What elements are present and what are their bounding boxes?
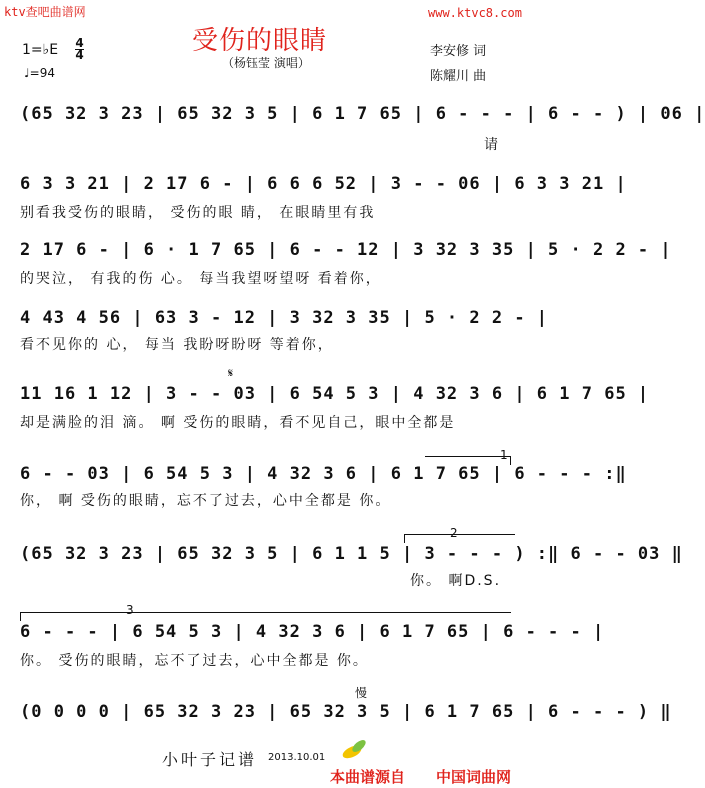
notation-row-1: (65 32 3 23 | 65 32 3 5 | 6 1 7 65 | 6 - - - | 6 - - ) | 06 |: [20, 104, 705, 124]
key-signature: 1=♭E: [22, 42, 59, 58]
leaf-logo-icon: [340, 736, 370, 762]
site-watermark-top: ktv查吧曲谱网: [4, 5, 86, 19]
slow-mark: 慢: [355, 686, 368, 700]
lyric-row-8: 你。 受伤的眼睛，忘不了过去，心中全都是 你。: [20, 653, 369, 669]
composer-credit: 陈耀川 曲: [430, 69, 487, 84]
segno-mark: 𝄋: [228, 366, 234, 380]
lyric-row-5: 却是满脸的泪 滴。 啊 受伤的眼睛，看不见自己，眼中全都是: [20, 415, 456, 431]
volta-number-1: 1: [500, 448, 508, 462]
lyric-row-3: 的哭泣， 有我的伤 心。 每当我望呀望呀 看着你，: [20, 271, 382, 287]
notation-row-2: 6 3 3 21 | 2 17 6 - | 6 6 6 52 | 3 - - 06 | 6 3 3 21 |: [20, 174, 627, 194]
time-signature: [75, 38, 84, 61]
notation-row-8: 6 - - - | 6 54 5 3 | 4 32 3 6 | 6 1 7 65 | 6 - - - |: [20, 622, 605, 642]
time-signature-bottom: 4: [75, 48, 84, 62]
site-watermark-right: www.ktvc8.com: [428, 6, 522, 20]
tempo-mark: ♩=94: [24, 66, 55, 80]
notation-row-3: 2 17 6 - | 6 · 1 7 65 | 6 - - 12 | 3 32 3 35 | 5 · 2 2 - |: [20, 240, 672, 260]
lyric-row-2: 别看我受伤的眼睛， 受伤的眼 睛， 在眼睛里有我: [20, 205, 376, 221]
volta-bracket-3: [20, 612, 511, 621]
transcriber-signature: 小叶子记谱: [162, 750, 258, 769]
lyric-row-7: 你。 啊D.S.: [410, 573, 502, 589]
lyricist-credit: 李安修 词: [430, 44, 487, 59]
notation-row-6: 6 - - 03 | 6 54 5 3 | 4 32 3 6 | 6 1 7 65 | 6 - - - :‖: [20, 464, 627, 484]
source-site[interactable]: 中国词曲网: [436, 768, 512, 786]
song-title: 受伤的眼睛: [192, 26, 328, 56]
lyric-row-6: 你， 啊 受伤的眼睛，忘不了过去，心中全都是 你。: [20, 493, 392, 509]
volta-number-3: 3: [126, 603, 134, 617]
lyric-row-4: 看不见你的 心， 每当 我盼呀盼呀 等着你，: [20, 337, 334, 353]
notation-row-7: (65 32 3 23 | 65 32 3 5 | 6 1 1 5 | 3 - - - ) :‖ 6 - - 03 ‖: [20, 544, 683, 564]
time-signature-top: 4: [75, 36, 84, 50]
singer-credit: （杨钰莹 演唱）: [222, 56, 310, 70]
volta-number-2: 2: [450, 526, 458, 540]
volta-bracket-2: [404, 534, 515, 543]
lyric-row-1: 请: [484, 137, 500, 153]
notation-row-9: (0 0 0 0 | 65 32 3 23 | 65 32 3 5 | 6 1 7 65 | 6 - - - ) ‖: [20, 702, 672, 722]
source-label: 本曲谱源自: [330, 768, 406, 786]
notation-row-5: 11 16 1 12 | 3 - - 03 | 6 54 5 3 | 4 32 3 6 | 6 1 7 65 |: [20, 384, 650, 404]
transcription-date: 2013.10.01: [268, 752, 326, 763]
notation-row-4: 4 43 4 56 | 63 3 - 12 | 3 32 3 35 | 5 · 2 2 - |: [20, 308, 549, 328]
